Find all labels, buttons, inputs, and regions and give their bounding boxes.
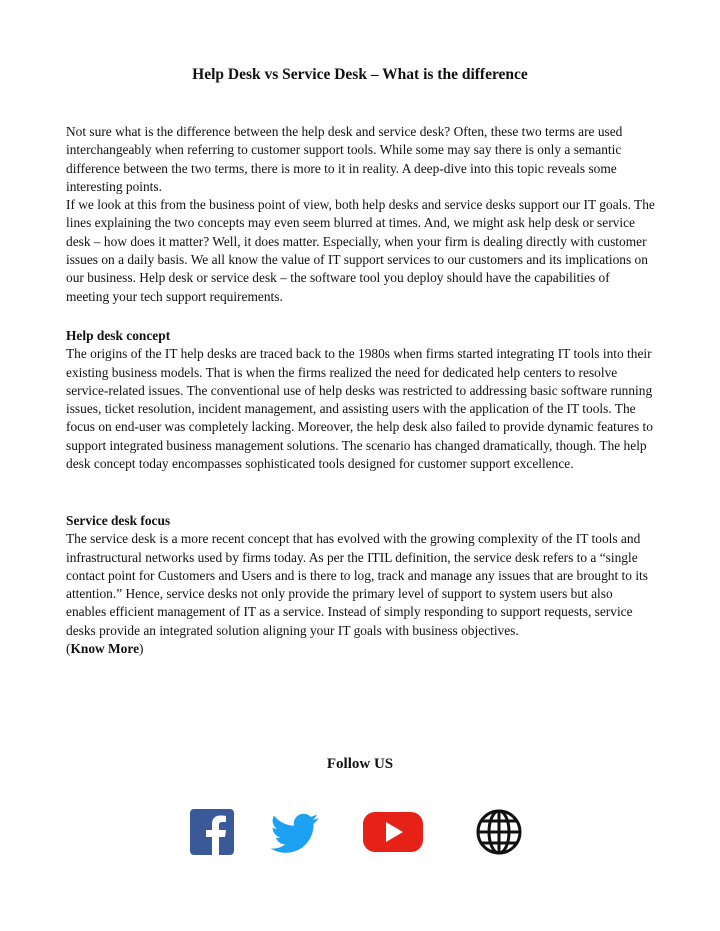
- help-desk-heading: Help desk concept: [66, 328, 171, 343]
- intro-section: [66, 123, 656, 306]
- know-more-close-paren: ): [139, 641, 144, 657]
- intro-paragraph-1: Not sure what is the difference between the help desk and service desk? Often, these two terms are used interchangeably when referring to customer support tools. While some may say there is only a semantic difference between the two terms, there is more to it in reality. A deep-dive into this topic reveals some interesting points.: [66, 124, 623, 194]
- know-more-open-paren: (: [66, 641, 71, 657]
- twitter-icon[interactable]: [270, 808, 320, 856]
- service-desk-text: The service desk is a more recent concept that has evolved with the growing complexity of the IT tools and infrastructural networks used by firms today. As per the ITIL definition, the service desk refers to a “single contact point for Customers and Users and is there to log, track and manage any issues that are brought to its attention.” Hence, service desks not only provide the primary level of support to system users but also enables efficient management of IT as a service. Instead of simply responding to support requests, service desks provide an integrated solution aligning your IT goals with business objectives.: [66, 531, 648, 638]
- know-more-line: [66, 640, 656, 658]
- service-desk-section: [66, 512, 656, 658]
- follow-us-heading: Follow US: [326, 756, 394, 772]
- help-desk-text: The origins of the IT help desks are traced back to the 1980s when firms started integrating IT tools into their existing business models. That is when the firms realized the need for dedicated help centers to resolve service-related issues. The conventional use of help desks was restricted to addressing basic software running issues, ticket resolution, incident management, and assisting users with the application of the IT tools. The focus on end-user was completely lacking. Moreover, the help desk also failed to provide dynamic features to support integrated business management solutions. The scenario has changed dramatically, though. The help desk concept today encompasses sophisticated tools designed for customer support excellence.: [66, 346, 653, 472]
- globe-icon[interactable]: [475, 808, 523, 856]
- know-more-link[interactable]: Know More: [70, 641, 140, 657]
- help-desk-section: [66, 327, 656, 473]
- intro-paragraph-2: If we look at this from the business point of view, both help desks and service desks support our IT goals. The lines explaining the two concepts may even seem blurred at times. And, we might ask help desk or service desk – how does it matter? Well, it does matter. Especially, when your firm is dealing directly with customer issues on a daily basis. We all know the value of IT support services to our customers and its implications on our business. Help desk or service desk – the software tool you deploy should have the capabilities of meeting your tech support requirements.: [66, 197, 655, 304]
- service-desk-heading: Service desk focus: [66, 513, 171, 528]
- facebook-icon[interactable]: [189, 808, 235, 856]
- page-title: Help Desk vs Service Desk – What is the difference: [192, 66, 528, 83]
- youtube-icon[interactable]: [362, 808, 424, 856]
